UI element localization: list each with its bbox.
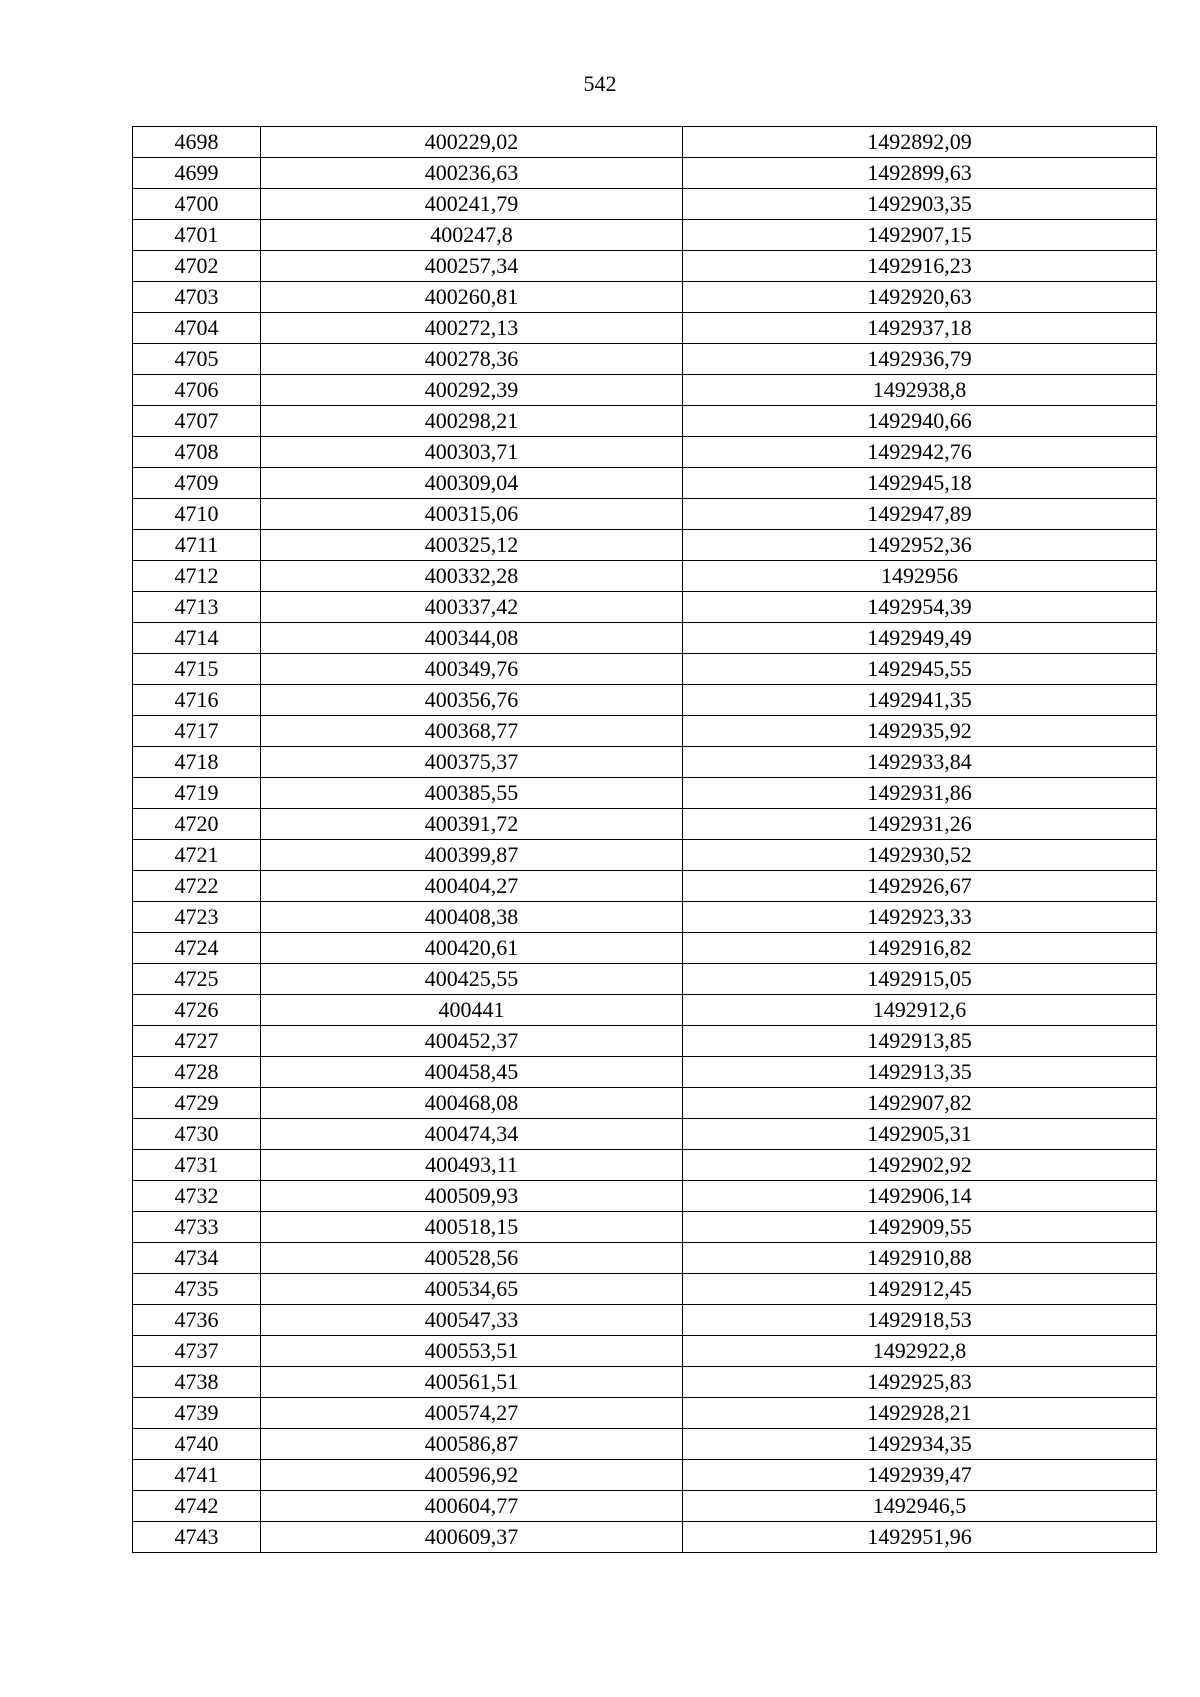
y-coordinate-cell: 1492918,53 xyxy=(683,1305,1157,1336)
y-coordinate-cell: 1492902,92 xyxy=(683,1150,1157,1181)
table-row xyxy=(133,592,1157,623)
x-coordinate-cell: 400586,87 xyxy=(261,1429,683,1460)
table-row xyxy=(133,654,1157,685)
point-number-cell: 4715 xyxy=(133,654,261,685)
point-number-cell: 4726 xyxy=(133,995,261,1026)
point-number-cell: 4709 xyxy=(133,468,261,499)
table-row xyxy=(133,499,1157,530)
table-row xyxy=(133,1305,1157,1336)
x-coordinate-cell: 400385,55 xyxy=(261,778,683,809)
y-coordinate-cell: 1492939,47 xyxy=(683,1460,1157,1491)
x-coordinate-cell: 400534,65 xyxy=(261,1274,683,1305)
point-number-cell: 4710 xyxy=(133,499,261,530)
point-number-cell: 4720 xyxy=(133,809,261,840)
table-row xyxy=(133,1336,1157,1367)
point-number-cell: 4742 xyxy=(133,1491,261,1522)
y-coordinate-cell: 1492951,96 xyxy=(683,1522,1157,1553)
table-row xyxy=(133,871,1157,902)
y-coordinate-cell: 1492937,18 xyxy=(683,313,1157,344)
point-number-cell: 4707 xyxy=(133,406,261,437)
point-number-cell: 4702 xyxy=(133,251,261,282)
point-number-cell: 4721 xyxy=(133,840,261,871)
table-row xyxy=(133,716,1157,747)
point-number-cell: 4740 xyxy=(133,1429,261,1460)
x-coordinate-cell: 400325,12 xyxy=(261,530,683,561)
y-coordinate-cell: 1492892,09 xyxy=(683,127,1157,158)
y-coordinate-cell: 1492940,66 xyxy=(683,406,1157,437)
point-number-cell: 4724 xyxy=(133,933,261,964)
x-coordinate-cell: 400561,51 xyxy=(261,1367,683,1398)
table-row xyxy=(133,623,1157,654)
x-coordinate-cell: 400315,06 xyxy=(261,499,683,530)
table-row xyxy=(133,530,1157,561)
table-row xyxy=(133,1429,1157,1460)
x-coordinate-cell: 400298,21 xyxy=(261,406,683,437)
y-coordinate-cell: 1492920,63 xyxy=(683,282,1157,313)
x-coordinate-cell: 400441 xyxy=(261,995,683,1026)
table-row xyxy=(133,995,1157,1026)
table-row xyxy=(133,375,1157,406)
table-row xyxy=(133,1088,1157,1119)
x-coordinate-cell: 400303,71 xyxy=(261,437,683,468)
y-coordinate-cell: 1492952,36 xyxy=(683,530,1157,561)
point-number-cell: 4708 xyxy=(133,437,261,468)
table-row xyxy=(133,1367,1157,1398)
point-number-cell: 4703 xyxy=(133,282,261,313)
x-coordinate-cell: 400547,33 xyxy=(261,1305,683,1336)
x-coordinate-cell: 400229,02 xyxy=(261,127,683,158)
x-coordinate-cell: 400604,77 xyxy=(261,1491,683,1522)
table-row xyxy=(133,933,1157,964)
x-coordinate-cell: 400356,76 xyxy=(261,685,683,716)
y-coordinate-cell: 1492910,88 xyxy=(683,1243,1157,1274)
table-row xyxy=(133,778,1157,809)
y-coordinate-cell: 1492925,83 xyxy=(683,1367,1157,1398)
y-coordinate-cell: 1492945,18 xyxy=(683,468,1157,499)
x-coordinate-cell: 400349,76 xyxy=(261,654,683,685)
table-row xyxy=(133,1522,1157,1553)
table-row xyxy=(133,189,1157,220)
table-row xyxy=(133,809,1157,840)
point-number-cell: 4701 xyxy=(133,220,261,251)
page-number: 542 xyxy=(583,71,617,96)
point-number-cell: 4729 xyxy=(133,1088,261,1119)
point-number-cell: 4725 xyxy=(133,964,261,995)
x-coordinate-cell: 400332,28 xyxy=(261,561,683,592)
y-coordinate-cell: 1492936,79 xyxy=(683,344,1157,375)
point-number-cell: 4728 xyxy=(133,1057,261,1088)
y-coordinate-cell: 1492942,76 xyxy=(683,437,1157,468)
point-number-cell: 4712 xyxy=(133,561,261,592)
table-row xyxy=(133,251,1157,282)
point-number-cell: 4734 xyxy=(133,1243,261,1274)
y-coordinate-cell: 1492905,31 xyxy=(683,1119,1157,1150)
table-row xyxy=(133,1243,1157,1274)
table-row xyxy=(133,127,1157,158)
x-coordinate-cell: 400309,04 xyxy=(261,468,683,499)
y-coordinate-cell: 1492912,45 xyxy=(683,1274,1157,1305)
table-row xyxy=(133,1274,1157,1305)
y-coordinate-cell: 1492903,35 xyxy=(683,189,1157,220)
table-row xyxy=(133,1491,1157,1522)
table-row xyxy=(133,1119,1157,1150)
table-row xyxy=(133,561,1157,592)
x-coordinate-cell: 400609,37 xyxy=(261,1522,683,1553)
x-coordinate-cell: 400236,63 xyxy=(261,158,683,189)
y-coordinate-cell: 1492946,5 xyxy=(683,1491,1157,1522)
x-coordinate-cell: 400272,13 xyxy=(261,313,683,344)
y-coordinate-cell: 1492923,33 xyxy=(683,902,1157,933)
table-row xyxy=(133,1181,1157,1212)
point-number-cell: 4714 xyxy=(133,623,261,654)
y-coordinate-cell: 1492930,52 xyxy=(683,840,1157,871)
table-row xyxy=(133,406,1157,437)
point-number-cell: 4719 xyxy=(133,778,261,809)
y-coordinate-cell: 1492899,63 xyxy=(683,158,1157,189)
x-coordinate-cell: 400408,38 xyxy=(261,902,683,933)
y-coordinate-cell: 1492916,82 xyxy=(683,933,1157,964)
x-coordinate-cell: 400375,37 xyxy=(261,747,683,778)
x-coordinate-cell: 400391,72 xyxy=(261,809,683,840)
point-number-cell: 4704 xyxy=(133,313,261,344)
point-number-cell: 4711 xyxy=(133,530,261,561)
x-coordinate-cell: 400241,79 xyxy=(261,189,683,220)
y-coordinate-cell: 1492909,55 xyxy=(683,1212,1157,1243)
y-coordinate-cell: 1492906,14 xyxy=(683,1181,1157,1212)
point-number-cell: 4738 xyxy=(133,1367,261,1398)
y-coordinate-cell: 1492954,39 xyxy=(683,592,1157,623)
y-coordinate-cell: 1492949,49 xyxy=(683,623,1157,654)
point-number-cell: 4737 xyxy=(133,1336,261,1367)
coordinate-table-body xyxy=(133,127,1157,1553)
x-coordinate-cell: 400260,81 xyxy=(261,282,683,313)
y-coordinate-cell: 1492907,15 xyxy=(683,220,1157,251)
table-row xyxy=(133,1460,1157,1491)
table-row xyxy=(133,220,1157,251)
x-coordinate-cell: 400344,08 xyxy=(261,623,683,654)
y-coordinate-cell: 1492956 xyxy=(683,561,1157,592)
point-number-cell: 4700 xyxy=(133,189,261,220)
y-coordinate-cell: 1492926,67 xyxy=(683,871,1157,902)
x-coordinate-cell: 400509,93 xyxy=(261,1181,683,1212)
x-coordinate-cell: 400574,27 xyxy=(261,1398,683,1429)
table-row xyxy=(133,158,1157,189)
table-row xyxy=(133,282,1157,313)
x-coordinate-cell: 400553,51 xyxy=(261,1336,683,1367)
y-coordinate-cell: 1492935,92 xyxy=(683,716,1157,747)
table-row xyxy=(133,313,1157,344)
y-coordinate-cell: 1492922,8 xyxy=(683,1336,1157,1367)
point-number-cell: 4735 xyxy=(133,1274,261,1305)
table-row xyxy=(133,344,1157,375)
table-row xyxy=(133,840,1157,871)
x-coordinate-cell: 400278,36 xyxy=(261,344,683,375)
x-coordinate-cell: 400425,55 xyxy=(261,964,683,995)
y-coordinate-cell: 1492913,35 xyxy=(683,1057,1157,1088)
point-number-cell: 4716 xyxy=(133,685,261,716)
x-coordinate-cell: 400368,77 xyxy=(261,716,683,747)
coordinate-table xyxy=(132,126,1157,1553)
table-row xyxy=(133,1026,1157,1057)
table-row xyxy=(133,1057,1157,1088)
point-number-cell: 4732 xyxy=(133,1181,261,1212)
point-number-cell: 4727 xyxy=(133,1026,261,1057)
table-row xyxy=(133,468,1157,499)
y-coordinate-cell: 1492913,85 xyxy=(683,1026,1157,1057)
x-coordinate-cell: 400518,15 xyxy=(261,1212,683,1243)
x-coordinate-cell: 400247,8 xyxy=(261,220,683,251)
y-coordinate-cell: 1492931,86 xyxy=(683,778,1157,809)
table-row xyxy=(133,437,1157,468)
point-number-cell: 4736 xyxy=(133,1305,261,1336)
y-coordinate-cell: 1492912,6 xyxy=(683,995,1157,1026)
x-coordinate-cell: 400468,08 xyxy=(261,1088,683,1119)
point-number-cell: 4706 xyxy=(133,375,261,406)
x-coordinate-cell: 400528,56 xyxy=(261,1243,683,1274)
table-row xyxy=(133,747,1157,778)
point-number-cell: 4717 xyxy=(133,716,261,747)
x-coordinate-cell: 400404,27 xyxy=(261,871,683,902)
x-coordinate-cell: 400474,34 xyxy=(261,1119,683,1150)
table-row xyxy=(133,1398,1157,1429)
point-number-cell: 4741 xyxy=(133,1460,261,1491)
table-row xyxy=(133,1150,1157,1181)
point-number-cell: 4713 xyxy=(133,592,261,623)
point-number-cell: 4739 xyxy=(133,1398,261,1429)
y-coordinate-cell: 1492907,82 xyxy=(683,1088,1157,1119)
x-coordinate-cell: 400493,11 xyxy=(261,1150,683,1181)
point-number-cell: 4722 xyxy=(133,871,261,902)
table-row xyxy=(133,902,1157,933)
table-row xyxy=(133,1212,1157,1243)
x-coordinate-cell: 400458,45 xyxy=(261,1057,683,1088)
table-row xyxy=(133,964,1157,995)
y-coordinate-cell: 1492933,84 xyxy=(683,747,1157,778)
x-coordinate-cell: 400292,39 xyxy=(261,375,683,406)
x-coordinate-cell: 400420,61 xyxy=(261,933,683,964)
point-number-cell: 4731 xyxy=(133,1150,261,1181)
y-coordinate-cell: 1492947,89 xyxy=(683,499,1157,530)
y-coordinate-cell: 1492928,21 xyxy=(683,1398,1157,1429)
point-number-cell: 4699 xyxy=(133,158,261,189)
x-coordinate-cell: 400596,92 xyxy=(261,1460,683,1491)
y-coordinate-cell: 1492916,23 xyxy=(683,251,1157,282)
point-number-cell: 4743 xyxy=(133,1522,261,1553)
point-number-cell: 4733 xyxy=(133,1212,261,1243)
point-number-cell: 4730 xyxy=(133,1119,261,1150)
x-coordinate-cell: 400257,34 xyxy=(261,251,683,282)
point-number-cell: 4718 xyxy=(133,747,261,778)
y-coordinate-cell: 1492945,55 xyxy=(683,654,1157,685)
y-coordinate-cell: 1492941,35 xyxy=(683,685,1157,716)
y-coordinate-cell: 1492938,8 xyxy=(683,375,1157,406)
y-coordinate-cell: 1492915,05 xyxy=(683,964,1157,995)
y-coordinate-cell: 1492934,35 xyxy=(683,1429,1157,1460)
point-number-cell: 4723 xyxy=(133,902,261,933)
point-number-cell: 4705 xyxy=(133,344,261,375)
table-row xyxy=(133,685,1157,716)
x-coordinate-cell: 400452,37 xyxy=(261,1026,683,1057)
x-coordinate-cell: 400337,42 xyxy=(261,592,683,623)
x-coordinate-cell: 400399,87 xyxy=(261,840,683,871)
y-coordinate-cell: 1492931,26 xyxy=(683,809,1157,840)
point-number-cell: 4698 xyxy=(133,127,261,158)
